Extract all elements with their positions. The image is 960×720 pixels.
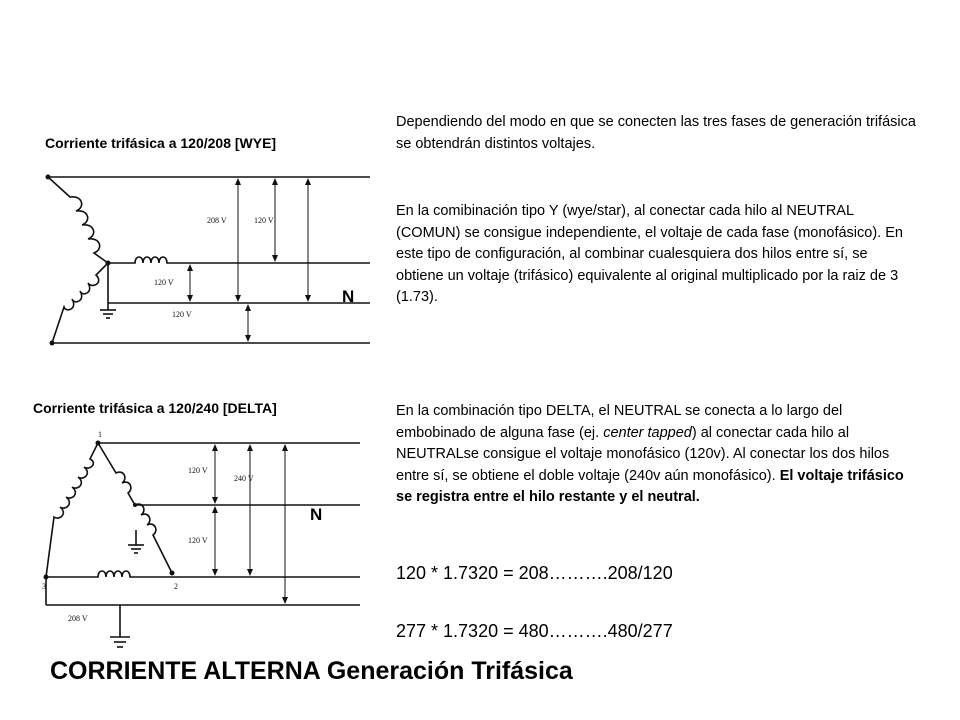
wye-diagram [30,165,375,360]
delta-node-3: 3 [42,582,46,591]
delta-text-2: ) al conectar cada hilo al NEUTRALse consigue el voltaje monofásico (120v). Al conectar los dos hilos entre sí, se obtiene el doble voltaje (240v aún monofásico). [396,424,890,484]
wye-paragraph: En la comibinación tipo Y (wye/star), al conectar cada hilo al NEUTRAL (COMUN) se consigue independiente, el voltaje de cada fase (monofásico). En este tipo de configuración, al combinar cualesquiera dos hilos entre sí, se obtiene un voltaje (trifásico) equivalente al original multiplicado por la raiz de 3 (1.73). [396,203,903,305]
delta-label-120-mid: 120 V [188,536,208,545]
wye-coil-2 [108,257,370,263]
wye-neutral-label: N [342,287,355,306]
delta-coil-right-top [98,443,135,505]
page-title: CORRIENTE ALTERNA Generación Trifásica [50,657,573,685]
delta-text-bold: El voltaje trifásico se registra entre el hilo restante y el neutral. [396,467,904,505]
wye-label-120-bot: 120 V [172,310,192,319]
delta-node-2: 2 [174,582,178,591]
delta-caption: Corriente trifásica a 120/240 [DELTA] [33,400,277,416]
wye-coil-1 [48,177,108,263]
formula-2: 277 * 1.7320 = 480……….480/277 [396,621,673,641]
delta-coil-right-bot [135,504,172,573]
intro-paragraph: Dependiendo del modo en que se conecten las tres fases de generación trifásica se obtendrán distintos voltajes. [396,114,916,152]
delta-paragraph [396,401,916,509]
delta-text-1: En la combinación tipo DELTA, el NEUTRAL se conecta a lo largo del embobinado de alguna fase (ej. [396,403,843,441]
delta-node-1: 1 [98,430,102,439]
delta-coil-bottom [46,571,172,577]
delta-label-120-top: 120 V [188,466,208,475]
wye-label-120-mid: 120 V [154,278,174,287]
delta-diagram [40,425,365,660]
delta-text-italic: center tapped [603,424,692,441]
wye-caption: Corriente trifásica a 120/208 [WYE] [45,135,277,151]
wye-label-208: 208 V [207,216,227,225]
delta-neutral-label: N [310,505,323,524]
delta-label-240: 240 V [234,474,254,483]
formula-1: 120 * 1.7320 = 208……….208/120 [396,563,673,583]
delta-label-208: 208 V [68,614,88,623]
delta-coil-left [46,443,98,577]
wye-coil-3 [52,263,108,343]
wye-label-120-top: 120 V [254,216,274,225]
